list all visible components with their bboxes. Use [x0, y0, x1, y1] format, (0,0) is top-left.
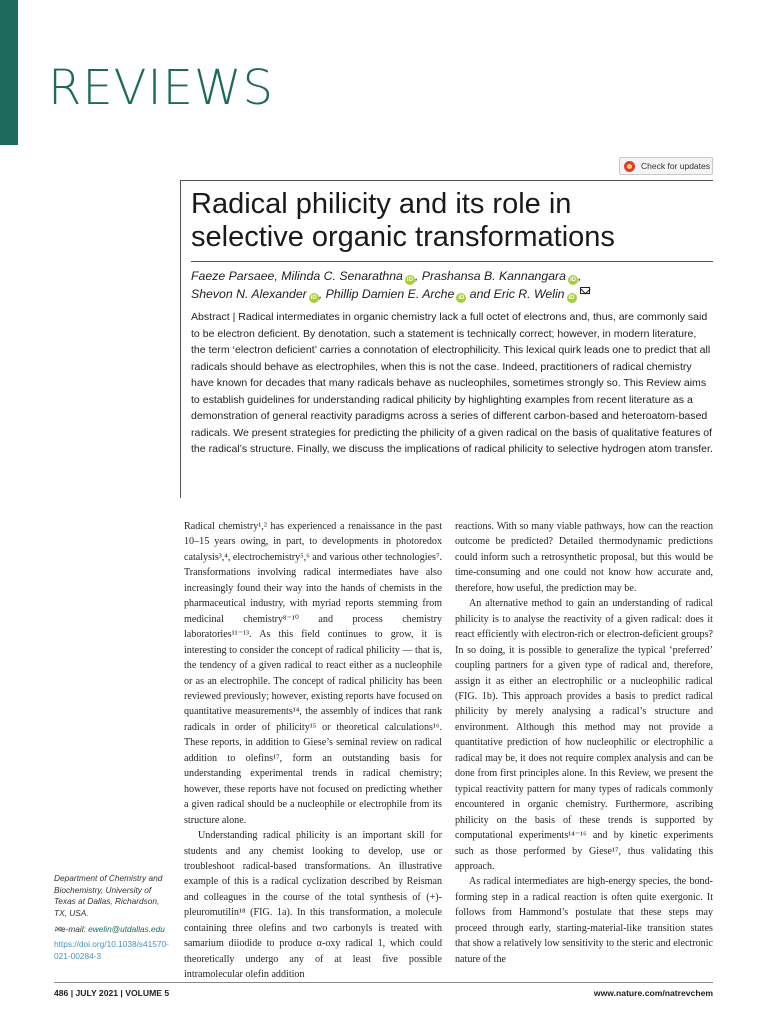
- affiliation: Department of Chemistry and Biochemistry, University of Texas at Dallas, Richardson, TX, USA.: [54, 873, 163, 918]
- check-updates-label: Check for updates: [641, 161, 710, 171]
- mail-icon: ✉: [54, 924, 61, 934]
- email-line: [54, 924, 174, 936]
- footer-rule: [54, 982, 713, 983]
- orcid-icon[interactable]: iD: [458, 295, 465, 301]
- authors-segment-6: and Eric R. Welin: [466, 287, 565, 301]
- authors-segment-3: ,: [578, 269, 582, 283]
- body-paragraph: reactions. With so many viable pathways, how can the reaction outcome be predicted? Detailed thermodynamic predictions could inform such a retrosynthetic proposal, but this would be time-consuming and one could not know how accurate and, therefore, how useful, the prediction may be.: [455, 521, 713, 594]
- authors-segment-5: , Phillip Damien E. Arche: [318, 287, 455, 301]
- orcid-icon[interactable]: iD: [570, 277, 576, 283]
- check-updates-button[interactable]: [619, 157, 713, 175]
- footer-page-info: 486 | JULY 2021 | VOLUME 5: [54, 988, 170, 998]
- title-bottom-rule: [191, 261, 713, 262]
- footer-journal-url[interactable]: www.nature.com/natrevchem: [593, 988, 713, 998]
- mail-icon[interactable]: [580, 287, 590, 294]
- authors-segment-1: Faeze Parsaee, Milinda C. Senarathna: [191, 269, 403, 283]
- title-side-rule: [180, 180, 181, 498]
- journal-section-label: REVIEWS: [48, 60, 274, 116]
- body-column-left: [184, 519, 442, 983]
- orcid-icon[interactable]: iD: [310, 295, 317, 301]
- email-label: e-mail:: [60, 924, 89, 934]
- article-title: [191, 188, 711, 254]
- authors-segment-2: , Prashansa B. Kannangara: [414, 269, 566, 283]
- crossmark-icon: [624, 161, 635, 172]
- abstract: Abstract | Radical intermediates in organic chemistry lack a full octet of electrons and, thus, are commonly said to be electron deficient. By denotation, such a statement is technically correct; however, in modern literature, the term ‘electron deficient’ carries a connotation of electrophilicity. This lexical quirk leads one to predict that all radicals should behave as electrophiles, when this is not the case. Indeed, practitioners of radical chemistry have known for decades that many radicals behave as nucleophiles, sometimes strongly so. This Review aims to establish guidelines for understanding radical philicity by highlighting examples from recent literature as a demonstration of general reactivity paradigms across a series of different carbon-based and heteroatom-based radicals. We present strategies for predicting the philicity of a given radical on the basis of qualitative features of the radical’s structure. Finally, we discuss the implications of radical philicity to selective hydrogen atom transfer.: [191, 311, 713, 455]
- doi-link[interactable]: https://doi.org/10.1038/s41570-021-00284-3: [54, 939, 169, 961]
- orcid-icon[interactable]: iD: [568, 295, 575, 301]
- title-top-rule: [180, 180, 713, 181]
- email-link[interactable]: ewelin@utdallas.edu: [88, 924, 165, 934]
- body-column-right: [455, 519, 713, 967]
- title-line-2: selective organic transformations: [191, 221, 615, 253]
- authors-segment-4: Shevon N. Alexander: [191, 287, 307, 301]
- body-paragraph: As radical intermediates are high-energy species, the bond-forming step in a radical reaction is often quite exergonic. It follows from Hammond’s postulate that these steps may proceed through early, starting-material-like transition states that show a relatively low sensitivity to the steric and electronic nature of the: [455, 876, 713, 965]
- body-paragraph: An alternative method to gain an understanding of radical philicity is to analyse the reactivity of a given radical: does it react efficiently with electron-rich or electron-deficient groups? In so doing, it is possible to generalize the typical ‘preferred’ coupling partners for a given type of radical and, therefore, assign it as either an electrophilic or a nucleophilic radical (FIG. 1b). This approach provides a basis to predict radical philicity by merely analysing a radical’s structure and environment. Although this method may not provide a quantitative prediction of how nucleophilic or electrophilic a radical may be, it does not require complex analysis and can be done from first principles alone. In this Review, we present the typical reactivity pattern for many types of radicals commonly encountered in organic chemistry. Furthermore, ascribing philicity on the basis of these trends is supported by computational experiments¹⁴⁻¹⁶ and by kinetic experiments such as those performed by Giese¹⁷, thus validating this approach.: [455, 598, 713, 872]
- accent-bar: [0, 0, 18, 145]
- author-list: [191, 267, 713, 303]
- body-paragraph: Understanding radical philicity is an important skill for students and any chemist looking to develop, use or troubleshoot radical-based transformations. An illustrative example of this is a radical cyclization described by Reisman and colleagues in the course of the total synthesis of (+)-pleuromutilin¹⁸ (FIG. 1a). In this transformation, a molecule containing three olefins and two carbonyls is treated with samarium diiodide to produce α-oxy radical 1, which could theoretically undergo any of at least five possible intramolecular olefin addition: [184, 830, 442, 981]
- orcid-icon[interactable]: iD: [406, 277, 413, 283]
- title-line-1: Radical philicity and its role in: [191, 188, 572, 220]
- body-paragraph: Radical chemistry¹,² has experienced a renaissance in the past 10–15 years owing, in part, to developments in photoredox catalysis³,⁴, electrochemistry⁵,⁶ and various other technologies⁷. Transformations involving radical intermediates have also increasingly found their way into the hands of chemists in the pharmaceutical industry, with myriad reports stemming from medicinal chemistry⁸⁻¹⁰ and process chemistry laboratories¹¹⁻¹³. As this field continues to grow, it is interesting to consider the concept of radical philicity — that is, the tendency of a given radical to react either as a nucleophile or as an electrophile. The concept of radical philicity has been reviewed previously; however, existing reports have focused on quantitative measurements¹⁴, the assembly of indices that rank radicals in order of philicity¹⁵ or theoretical calculations¹⁶. These reports, in addition to Giese’s seminal review on radical addition to olefins¹⁷, form an outstanding basis for understanding experimental trends in radical chemistry; however, these reports have not focused on predicting whether a given radical should be a nucleophile or electrophile from its structure alone.: [184, 521, 442, 826]
